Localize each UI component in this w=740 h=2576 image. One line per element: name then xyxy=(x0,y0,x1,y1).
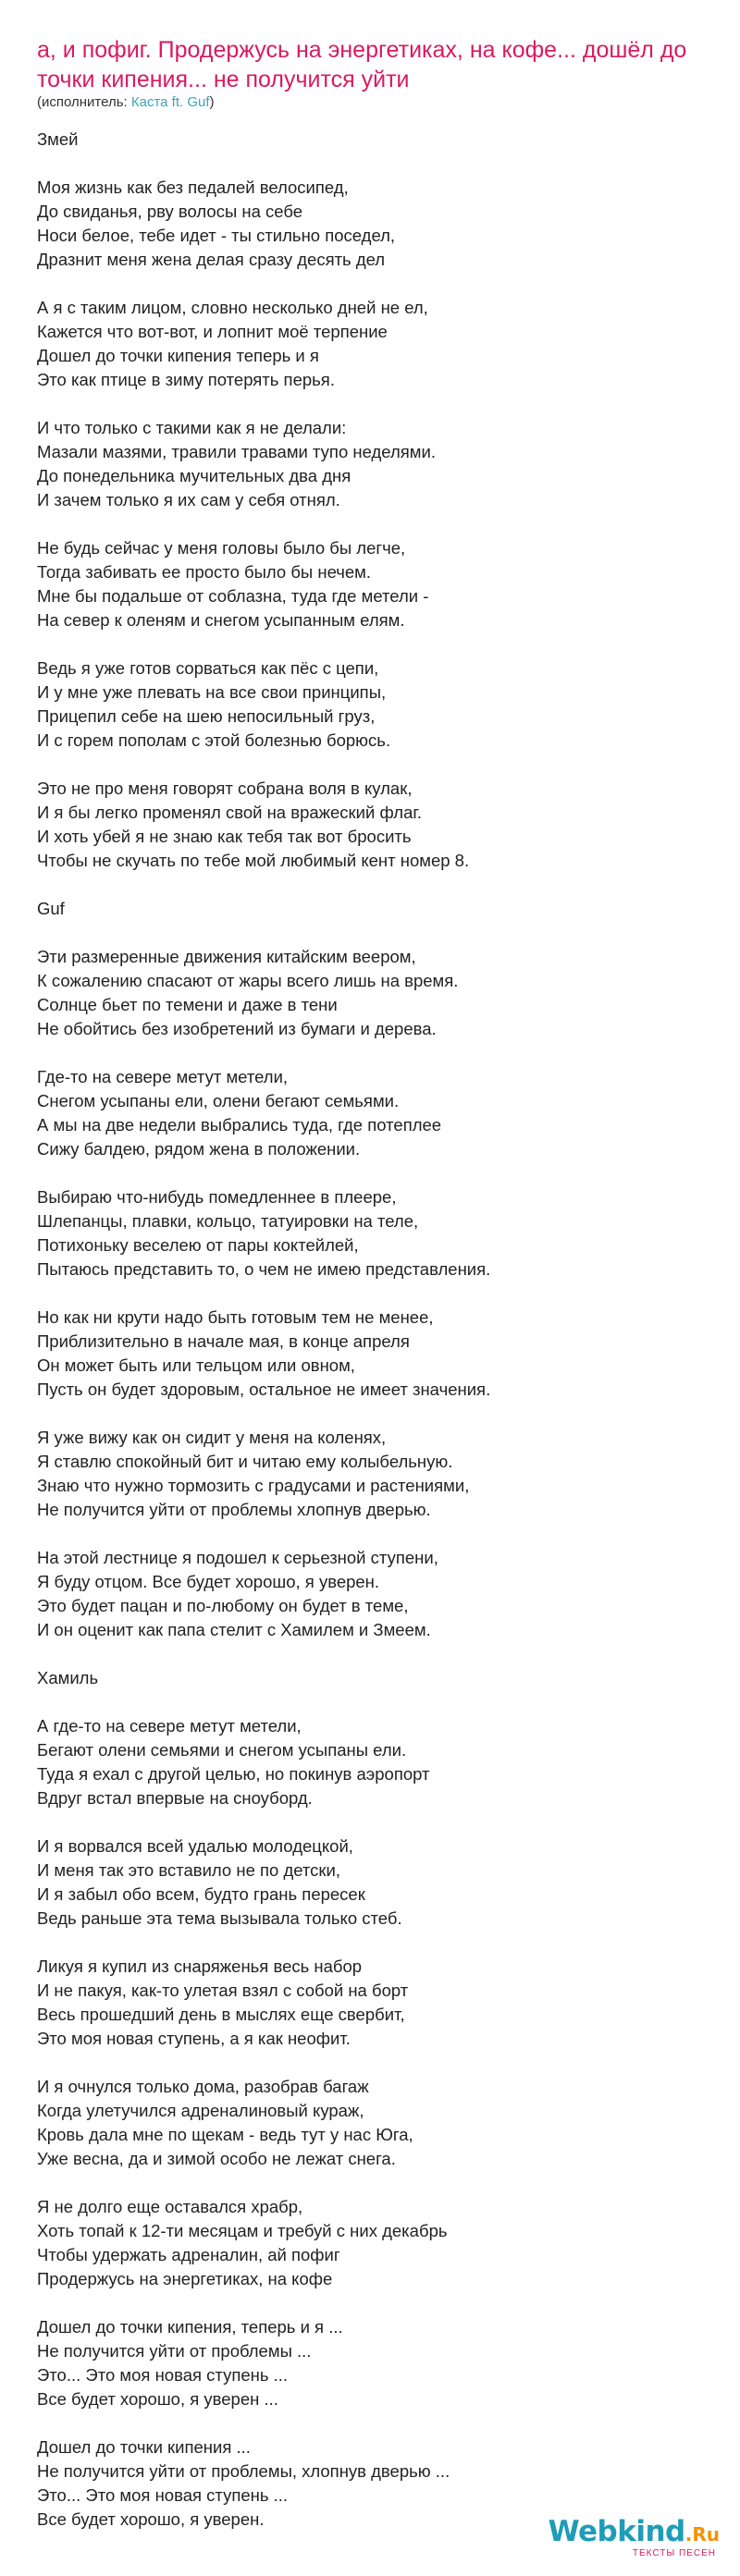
lyrics-line: Он может быть или тельцом или овном, xyxy=(37,1355,355,1375)
lyrics-line: Не обойтись без изобретений из бумаги и дерева. xyxy=(37,1019,437,1038)
lyrics-line: Это как птице в зиму потерять перья. xyxy=(37,370,335,389)
lyrics-line: И я забыл обо всем, будто грань пересек xyxy=(37,1884,365,1904)
lyrics-stanza xyxy=(37,1955,712,2051)
lyrics-line: Носи белое, тебе идет - ты стильно поседел, xyxy=(37,226,396,245)
artist-line xyxy=(37,93,215,112)
artist-link[interactable]: Каста ft. Guf xyxy=(130,94,210,110)
lyrics-line: На этой лестнице я подошел к серьезной ступени, xyxy=(37,1548,438,1567)
lyrics-line: Снегом усыпаны ели, олени бегают семьями. xyxy=(37,1091,400,1110)
lyrics-line: И зачем только я их сам у себя отнял. xyxy=(37,490,340,509)
lyrics-line: Весь прошедший день в мыслях еще свербит, xyxy=(37,2005,405,2024)
lyrics-line: Продержусь на энергетиках, на кофе xyxy=(37,2269,333,2288)
lyrics-line: Пытаюсь представить то, о чем не имею представления. xyxy=(37,1259,491,1279)
lyrics-body xyxy=(37,128,712,2556)
lyrics-stanza xyxy=(37,2315,712,2411)
lyrics-line: Тогда забивать ее просто было бы нечем. xyxy=(37,562,372,582)
lyrics-line: Потихоньку веселею от пары коктейлей, xyxy=(37,1235,359,1255)
lyrics-line: Пусть он будет здоровым, остальное не имеет значения. xyxy=(37,1380,491,1399)
lyrics-stanza xyxy=(37,1306,712,1402)
lyrics-line: Дошел до точки кипения теперь и я xyxy=(37,346,319,365)
lyrics-line: Солнце бьет по темени и даже в тени xyxy=(37,995,338,1014)
lyrics-stanza xyxy=(37,2195,712,2291)
lyrics-line: Чтобы удержать адреналин, ай пофиг xyxy=(37,2245,340,2264)
lyrics-line: Все будет хорошо, я уверен. xyxy=(37,2509,265,2529)
lyrics-stanza xyxy=(37,945,712,1041)
lyrics-stanza xyxy=(37,2075,712,2171)
lyrics-line: Хоть топай к 12-ти месяцам и требуй с них декабрь xyxy=(37,2221,448,2240)
lyrics-line: Это... Это моя новая ступень ... xyxy=(37,2365,289,2385)
lyrics-line: Прицепил себе на шею непосильный груз, xyxy=(37,706,376,726)
lyrics-line: Чтобы не скучать по тебе мой любимый кент номер 8. xyxy=(37,851,470,870)
lyrics-line: Guf xyxy=(37,899,65,918)
lyrics-stanza xyxy=(37,128,712,152)
lyrics-line: Вдруг встал впервые на сноуборд. xyxy=(37,1788,313,1808)
lyrics-line: И хоть убей я не знаю как тебя так вот бросить xyxy=(37,827,412,846)
logo-name: Webkind xyxy=(548,2515,685,2548)
lyrics-line: Я ставлю спокойный бит и читаю ему колыбельную. xyxy=(37,1452,453,1471)
lyrics-line: Мне бы подальше от соблазна, туда где метели - xyxy=(37,586,429,606)
lyrics-line: К сожалению спасают от жары всего лишь на время. xyxy=(37,971,459,990)
lyrics-line: Все будет хорошо, я уверен ... xyxy=(37,2389,278,2409)
lyrics-line: Дошел до точки кипения, теперь и я ... xyxy=(37,2317,343,2337)
lyrics-stanza xyxy=(37,1546,712,1642)
lyrics-line: Приблизительно в начале мая, в конце апреля xyxy=(37,1331,410,1351)
lyrics-line: А где-то на севере метут метели, xyxy=(37,1716,302,1736)
lyrics-stanza xyxy=(37,897,712,921)
lyrics-stanza xyxy=(37,777,712,873)
lyrics-line: Знаю что нужно тормозить с градусами и растениями, xyxy=(37,1476,470,1495)
lyrics-line: Хамиль xyxy=(37,1668,99,1687)
lyrics-line: И что только с такими как я не делали: xyxy=(37,418,347,437)
artist-suffix: ) xyxy=(209,94,215,110)
lyrics-line: И я бы легко променял свой на вражеский флаг. xyxy=(37,803,422,822)
lyrics-line: Не получится уйти от проблемы, хлопнув дверью ... xyxy=(37,2461,450,2481)
lyrics-line: И меня так это вставило не по детски, xyxy=(37,1860,340,1880)
lyrics-line: Это моя новая ступень, а я как неофит. xyxy=(37,2029,351,2048)
logo-tld: .Ru xyxy=(684,2523,720,2545)
lyrics-stanza xyxy=(37,1426,712,1522)
lyrics-line: А я с таким лицом, словно несколько дней не ел, xyxy=(37,298,428,317)
lyrics-line: До понедельника мучительных два дня xyxy=(37,466,352,485)
lyrics-line: А мы на две недели выбрались туда, где потеплее xyxy=(37,1115,442,1135)
lyrics-line: Но как ни крути надо быть готовым тем не менее, xyxy=(37,1307,434,1327)
lyrics-line: Не будь сейчас у меня головы было бы легче, xyxy=(37,538,406,558)
lyrics-line: И с горем пополам с этой болезнью борюсь. xyxy=(37,730,391,750)
lyrics-line: Сижу балдею, рядом жена в положении. xyxy=(37,1139,361,1159)
lyrics-line: Когда улетучился адреналиновый кураж, xyxy=(37,2101,364,2120)
lyrics-line: Это... Это моя новая ступень ... xyxy=(37,2485,289,2505)
lyrics-line: Уже весна, да и зимой особо не лежат снега. xyxy=(37,2149,396,2168)
lyrics-line: И не пакуя, как-то улетая взял с собой на борт xyxy=(37,1981,409,2000)
lyrics-stanza xyxy=(37,176,712,272)
site-logo[interactable] xyxy=(535,2515,720,2563)
lyrics-line: Не получится уйти от проблемы хлопнув дверью. xyxy=(37,1500,431,1519)
lyrics-line: Выбираю что-нибудь помедленнее в плеере, xyxy=(37,1187,397,1207)
lyrics-line: Ведь раньше эта тема вызывала только стеб. xyxy=(37,1908,402,1928)
lyrics-stanza xyxy=(37,1065,712,1161)
lyrics-line: Я уже вижу как он сидит у меня на коленях, xyxy=(37,1428,387,1447)
lyrics-line: И я ворвался всей удалью молодецкой, xyxy=(37,1836,353,1856)
lyrics-line: Моя жизнь как без педалей велосипед, xyxy=(37,178,349,197)
artist-prefix: (исполнитель: xyxy=(37,94,131,110)
lyrics-line: Ведь я уже готов сорваться как пёс с цепи, xyxy=(37,658,379,678)
lyrics-stanza xyxy=(37,296,712,392)
lyrics-stanza xyxy=(37,416,712,512)
lyrics-stanza xyxy=(37,536,712,632)
lyrics-line: Шлепанцы, плавки, кольцо, татуировки на теле, xyxy=(37,1211,419,1231)
lyrics-line: Бегают олени семьями и снегом усыпаны ели. xyxy=(37,1740,407,1760)
lyrics-line: Где-то на севере метут метели, xyxy=(37,1067,289,1086)
lyrics-line: Кровь дала мне по щекам - ведь тут у нас Юга, xyxy=(37,2125,413,2144)
lyrics-line: И я очнулся только дома, разобрав багаж xyxy=(37,2077,369,2096)
lyrics-line: Дразнит меня жена делая сразу десять дел xyxy=(37,250,386,269)
lyrics-line: До свиданья, рву волосы на себе xyxy=(37,202,303,221)
lyrics-line: Это будет пацан и по-любому он будет в теме, xyxy=(37,1596,409,1615)
logo-tagline: ТЕКСТЫ ПЕСЕН xyxy=(632,2548,716,2558)
lyrics-line: И он оценит как папа стелит с Хамилем и Змеем. xyxy=(37,1620,431,1639)
lyrics-stanza xyxy=(37,1714,712,1810)
lyrics-line: Я не долго еще оставался храбр, xyxy=(37,2197,303,2216)
lyrics-stanza xyxy=(37,656,712,753)
lyrics-line: Змей xyxy=(37,129,79,149)
lyrics-stanza xyxy=(37,1834,712,1931)
lyrics-line: Кажется что вот-вот, и лопнит моё терпение xyxy=(37,322,388,341)
lyrics-line: Мазали мазями, травили травами тупо неделями. xyxy=(37,442,436,461)
lyrics-line: И у мне уже плевать на все свои принципы, xyxy=(37,682,387,702)
lyrics-line: Я буду отцом. Все будет хорошо, я уверен. xyxy=(37,1572,380,1591)
lyrics-line: Эти размеренные движения китайским веером, xyxy=(37,947,416,966)
lyrics-stanza xyxy=(37,1666,712,1690)
lyrics-line: Туда я ехал с другой целью, но покинув аэропорт xyxy=(37,1764,430,1784)
lyrics-line: На север к оленям и снегом усыпанным елям. xyxy=(37,610,405,630)
lyrics-line: Не получится уйти от проблемы ... xyxy=(37,2341,312,2361)
lyrics-line: Ликуя я купил из снаряженья весь набор xyxy=(37,1957,363,1976)
lyrics-line: Дошел до точки кипения ... xyxy=(37,2437,251,2457)
lyrics-stanza xyxy=(37,1185,712,1282)
lyrics-line: Это не про меня говорят собрана воля в кулак, xyxy=(37,779,413,798)
page-title: а, и пофиг. Продержусь на энергетиках, на кофе... дошёл до точки кипения... не получится уйти xyxy=(37,37,687,92)
